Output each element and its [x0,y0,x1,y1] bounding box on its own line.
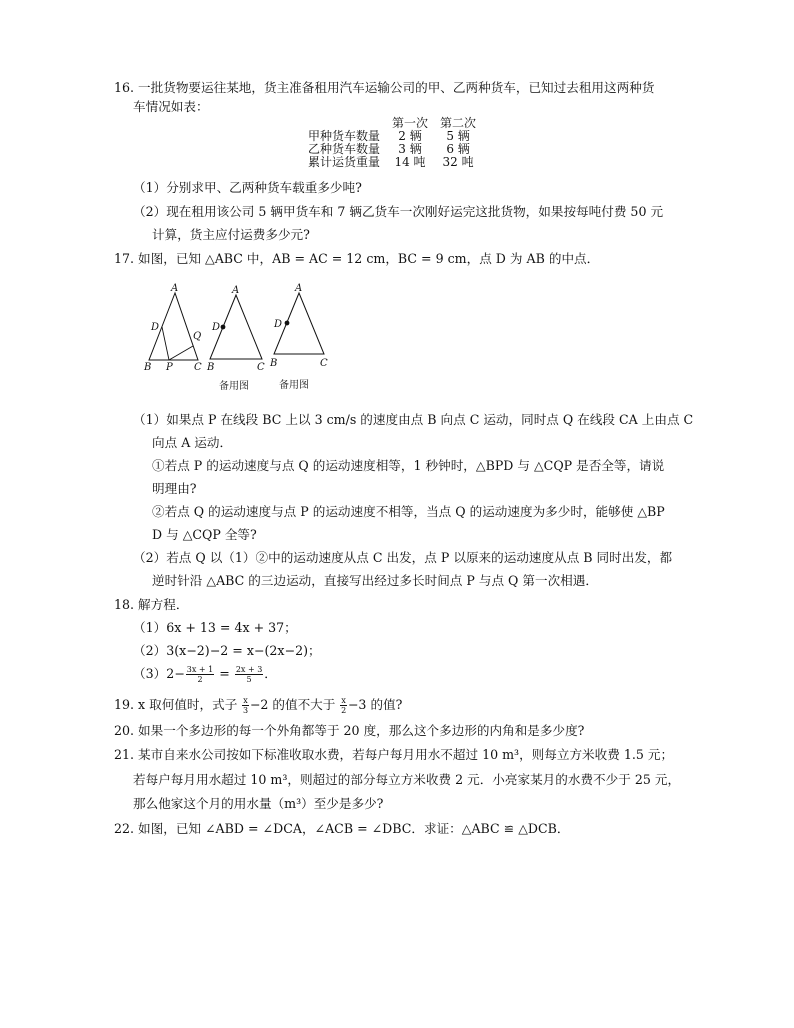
q18-eq1: （1）6x + 13 = 4x + 37； [133,620,297,635]
table-cell: 32 吨 [442,155,474,169]
table-cell: 甲种货车数量 [308,129,381,143]
figure-label-D: D [274,319,283,330]
q21-line2: 若每户每月用水超过 10 m³，则超过的部分每立方米收费 2 元．小亮家某月的水费不少于 25 元， [133,772,681,787]
q17-line1: 17. 如图，已知 △ABC 中，AB = AC = 12 cm，BC = 9 cm，点 D 为 AB 的中点． [114,251,600,266]
table-cell: 3 辆 [398,142,422,156]
table-cell: 累计运货重量 [308,155,381,169]
figure-caption-1: 备用图 [219,381,249,392]
q20-line1: 20. 如果一个多边形的每一个外角都等于 20 度，那么这个多边形的内角和是多少度? [114,723,585,738]
figure-label-A: A [232,285,240,296]
q17-s2a: （2）若点 Q 以（1）②中的运动速度从点 C 出发，点 P 以原来的运动速度从点 B 同时出发，都 [133,550,673,565]
q19-line [114,696,402,715]
q21-line1: 21. 某市自来水公司按如下标准收取水费，若每户每月用水不超过 10 m³，则每立方米收费 1.5 元； [114,747,674,762]
denominator: 2 [197,675,203,684]
figure-label-C: C [257,362,265,373]
q18-eq3-mid: = [215,666,234,681]
q16-line2: 车情况如表： [133,99,209,114]
q16-line1: 16. 一批货物要运往某地，货主准备租用汽车运输公司的甲、乙两种货车，已知过去租用这两种货 [114,80,655,95]
q22-line1: 22. 如图，已知 ∠ABD = ∠DCA，∠ACB = ∠DBC．求证：△ABC ≌ △DCB． [114,821,570,836]
figure-label-P: P [166,362,173,373]
table-cell: 5 辆 [446,129,470,143]
q16-sub2b: 计算，货主应付运费多少元? [152,227,310,242]
figure-label-B: B [270,358,278,369]
q18-eq2: （2）3(x−2)−2 = x−(2x−2)； [133,643,321,658]
q17-s1c: ①若点 P 的运动速度与点 Q 的运动速度相等，1 秒钟时，△BPD 与 △CQP 是否全等，请说 [152,458,665,473]
q18-eq3 [133,665,277,684]
q17-s1b: 向点 A 运动． [152,435,233,450]
figure-label-B: B [144,362,152,373]
figure-label-Q: Q [193,331,202,342]
numerator: 3x + 1 [186,665,214,674]
q17-s1e: ②若点 Q 的运动速度与点 P 的运动速度不相等，当点 Q 的运动速度为多少时，能够使 △BP [152,504,665,519]
figure-label-C: C [194,362,202,373]
numerator: 2x + 3 [235,665,263,674]
q19-post: −3 的值? [347,697,403,712]
table-cell: 14 吨 [394,155,426,169]
freight-table [308,117,482,169]
figure-label-A: A [295,283,303,294]
denominator: 5 [246,675,252,684]
fraction [340,696,347,715]
figure-label-C: C [320,358,328,369]
numerator: x [341,696,346,705]
table-cell: 乙种货车数量 [308,142,381,156]
fraction [242,696,249,715]
q16-sub1: （1）分别求甲、乙两种货车载重多少吨? [133,180,362,195]
table-cell: 2 辆 [398,129,422,143]
q18-eq3-post: ． [264,666,277,681]
figure-label-A: A [171,283,179,294]
table-header-cell: 第一次 [392,116,429,130]
q18-title: 18. 解方程． [114,597,189,612]
numerator: x [243,696,248,705]
figure-label-D: D [151,322,160,333]
q21-line3: 那么他家这个月的用水量（m³）至少是多少? [133,796,384,811]
table-cell: 6 辆 [446,142,470,156]
denominator: 3 [243,706,249,715]
figure-label-B: B [207,362,215,373]
fraction [186,665,214,684]
q17-s1a: （1）如果点 P 在线段 BC 上以 3 cm/s 的速度由点 B 向点 C 运动，同时点 Q 在线段 CA 上由点 C [133,412,694,427]
table-row [308,156,482,169]
q19-pre: 19. x 取何值时，式子 [114,697,242,712]
table-header-cell: 第二次 [440,116,477,130]
fraction [235,665,263,684]
q16-sub2a: （2）现在租用该公司 5 辆甲货车和 7 辆乙货车一次刚好运完这批货物，如果按每吨付费 50 元 [133,204,664,219]
denominator: 2 [341,706,347,715]
triangle-figure-main [140,283,210,373]
figure-label-D: D [212,322,221,333]
q17-s1f: D 与 △CQP 全等? [152,527,257,542]
q19-mid: −2 的值不大于 [249,697,340,712]
triangle-figure-spare-1 [203,283,273,373]
q18-eq3-pre: （3）2− [133,666,185,681]
q17-s1d: 明理由? [152,481,197,496]
figure-caption-2: 备用图 [279,380,309,391]
q17-s2b: 逆时针沿 △ABC 的三边运动，直接写出经过多长时间点 P 与点 Q 第一次相遇． [152,573,598,588]
triangle-figure-spare-2 [266,280,336,372]
